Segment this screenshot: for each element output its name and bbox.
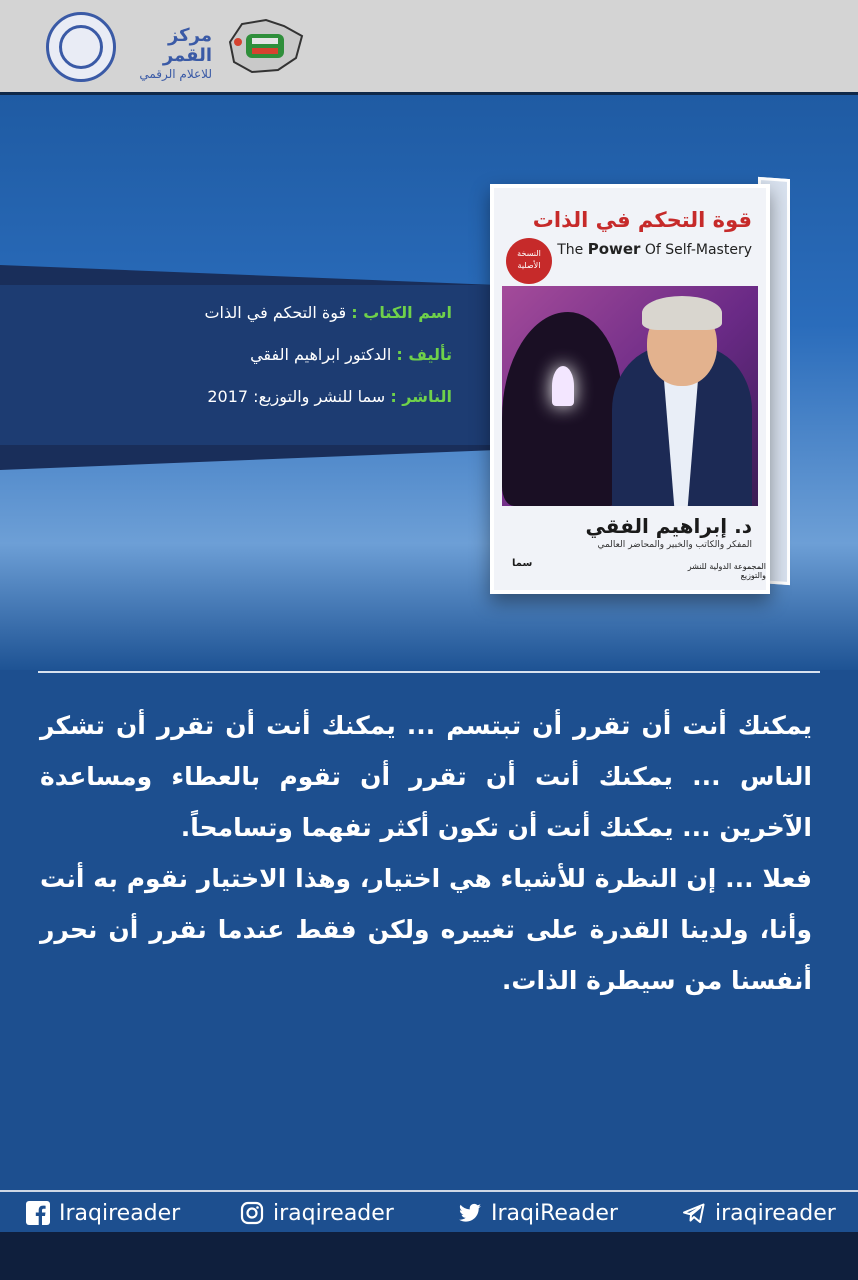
- head-silhouette-icon: [502, 312, 622, 506]
- facebook-link[interactable]: [26, 1196, 180, 1230]
- bottom-bar: [0, 1232, 858, 1280]
- qamar-subtitle: للاعلام الرقمي: [139, 67, 212, 81]
- cover-author: د. إبراهيم الفقي: [585, 514, 752, 538]
- book-cover: [490, 184, 770, 594]
- iraqi-reader-logo-icon: [222, 12, 308, 78]
- telegram-icon: [682, 1201, 706, 1225]
- footer-divider: [0, 1190, 858, 1192]
- publisher-logo: سما: [512, 558, 533, 569]
- quote-paragraph-2: فعلا ... إن النظرة للأشياء هي اختيار، وهذا الاختيار نقوم به أنت وأنا، ولدينا القدرة على تغييره ولكن فقط عندما نقرر أن نحرر أنفسنا من سيطرة الذات.: [40, 864, 812, 995]
- book-3d: [490, 158, 790, 586]
- book-publisher-value: سما للنشر والتوزيع: 2017: [207, 387, 386, 406]
- qamar-logo-text: [122, 26, 212, 82]
- book-publisher-row: [170, 376, 452, 418]
- quote-paragraph-1: يمكنك أنت أن تقرر أن تبتسم ... يمكنك أنت أن تقرر أن تشكر الناس ... يمكنك أنت أن تقرر أن تقوم بالعطاء ومساعدة الآخرين ... يمكنك أنت أن تكون أكثر تفهما وتسامحاً.: [40, 711, 812, 842]
- twitter-link[interactable]: [458, 1196, 618, 1230]
- section-divider: [38, 671, 820, 673]
- book-name-value: قوة التحكم في الذات: [204, 303, 347, 322]
- instagram-icon: [240, 1201, 264, 1225]
- book-author-row: [170, 334, 452, 376]
- book-publisher-label: الناشر :: [390, 387, 452, 406]
- book-author-label: تأليف :: [396, 345, 452, 364]
- telegram-handle: iraqireader: [715, 1200, 836, 1226]
- social-footer: [0, 1194, 858, 1232]
- cover-title: قوة التحكم في الذات: [532, 208, 752, 232]
- facebook-handle: Iraqireader: [59, 1200, 181, 1226]
- book-name-label: اسم الكتاب :: [351, 303, 452, 322]
- book-name-row: [170, 292, 452, 334]
- quote-text: [40, 700, 812, 1006]
- keyhole-icon: [552, 366, 574, 406]
- book-info: [170, 292, 452, 418]
- cover-subtitle: [557, 240, 752, 258]
- cover-subtitle-prefix: The: [557, 242, 588, 258]
- twitter-handle: IraqiReader: [491, 1200, 618, 1226]
- twitter-icon: [458, 1201, 482, 1225]
- instagram-link[interactable]: [240, 1196, 394, 1230]
- cover-author-subtitle: المفكر والكاتب والخبير والمحاضر العالمي: [597, 540, 752, 550]
- facebook-icon: [26, 1201, 50, 1225]
- cover-subtitle-suffix: Of Self-Mastery: [640, 242, 752, 258]
- cover-subtitle-bold: Power: [587, 240, 641, 258]
- cover-artwork: [502, 286, 758, 506]
- book-author-value: الدكتور ابراهيم الفقي: [250, 345, 392, 364]
- original-edition-badge: النسخة الأصلية: [506, 238, 552, 284]
- telegram-link[interactable]: [682, 1196, 836, 1230]
- header-bar: [0, 0, 858, 95]
- author-hair: [642, 296, 722, 330]
- qamar-title: مركز القمر: [162, 25, 212, 66]
- publisher-group: المجموعة الدولية للنشر والتوزيع: [687, 562, 766, 580]
- instagram-handle: iraqireader: [273, 1200, 394, 1226]
- qamar-logo-icon: [46, 12, 116, 82]
